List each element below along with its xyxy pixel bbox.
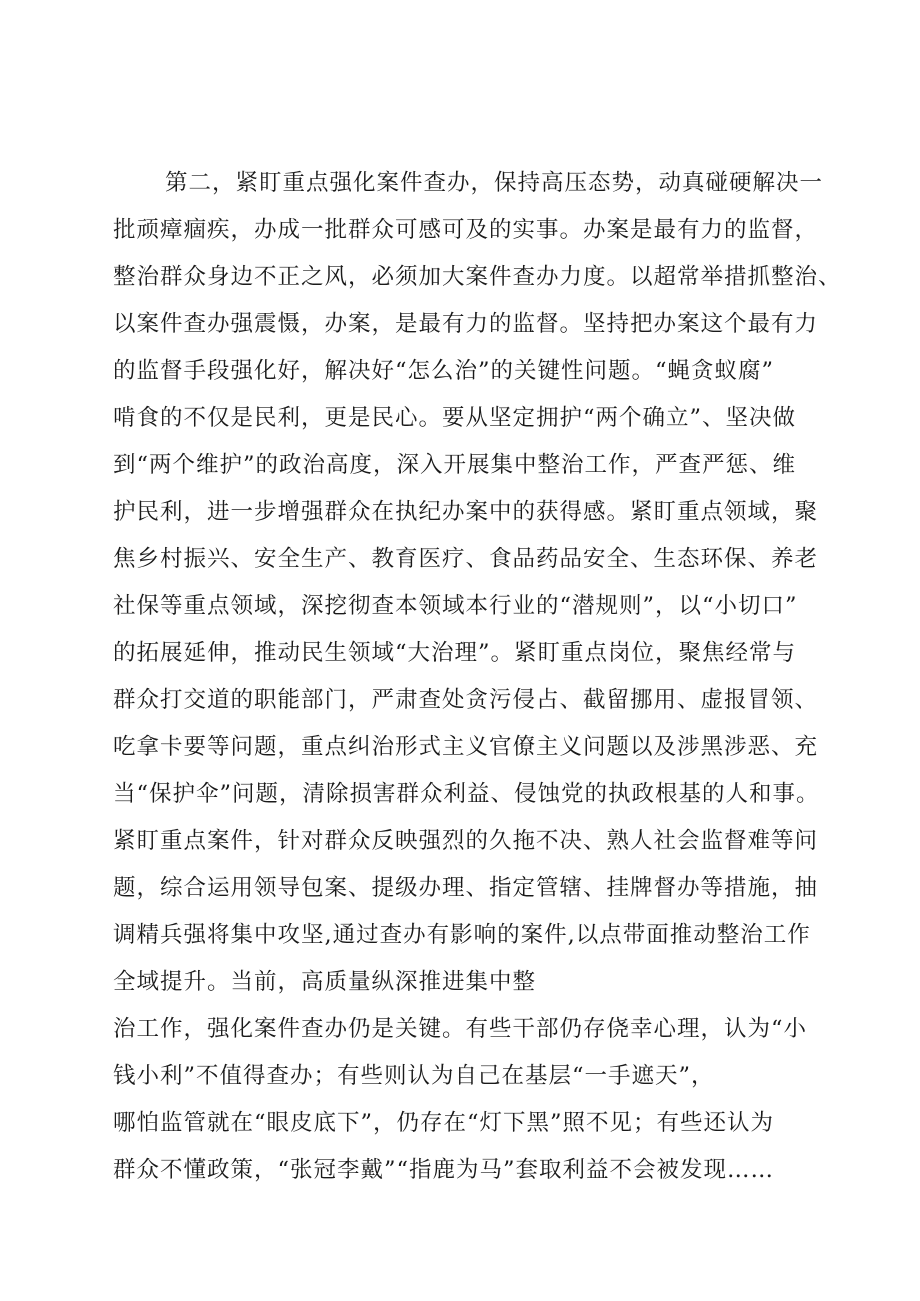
text-line: 紧盯重点案件，针对群众反映强烈的久拖不决、熟人社会监督难等问 [113,828,819,854]
text-line: 吃拿卡要等问题，重点纠治形式主义官僚主义问题以及涉黑涉恶、充 [113,734,819,760]
text-line: 题，综合运用领导包案、提级办理、指定管辖、挂牌督办等措施，抽 [113,875,819,901]
text-line: 的拓展延伸，推动民生领域“大治理”。紧盯重点岗位，聚焦经常与 [113,640,797,666]
text-line: 调精兵强将集中攻坚,通过查办有影响的案件,以点带面推动整治工作 [113,922,811,948]
text-line: 批顽瘴痼疾，办成一批群众可感可及的实事。办案是最有力的监督， [113,217,819,243]
text-line: 到“两个维护”的政治高度，深入开展集中整治工作，严查严惩、维 [113,452,797,478]
text-line: 社保等重点领域，深挖彻查本领域本行业的“潜规则”，以“小切口” [113,593,798,619]
text-line: 全域提升。当前，高质量纵深推进集中整 [113,969,537,995]
text-line: 护民利，进一步增强群众在执纪办案中的获得感。紧盯重点领域，聚 [113,499,819,525]
text-line: 当“保护伞”问题，清除损害群众利益、侵蚀党的执政根基的人和事。 [113,781,820,807]
text-line: 焦乡村振兴、安全生产、教育医疗、食品药品安全、生态环保、养老 [113,546,819,572]
text-line: 哪怕监管就在“眼皮底下”，仍存在“灯下黑”照不见；有些还认为 [113,1110,775,1136]
text-line: 治工作，强化案件查办仍是关键。有些干部仍存侥幸心理，认为“小 [113,1016,808,1042]
body-paragraph [113,160,842,1194]
text-line: 群众不懂政策，“张冠李戴”“指鹿为马”套取利益不会被发现…… [113,1157,775,1183]
text-line: 群众打交道的职能部门，严肃查处贪污侵占、截留挪用、虚报冒领、 [113,687,819,713]
text-line: 以案件查办强震慑，办案，是最有力的监督。坚持把办案这个最有力 [113,311,819,337]
text-line: 啃食的不仅是民利，更是民心。要从坚定拥护“两个确立”、坚决做 [113,405,797,431]
text-line: 钱小利”不值得查办；有些则认为自己在基层“一手遮天”， [113,1063,715,1089]
text-line: 整治群众身边不正之风，必须加大案件查办力度。以超常举措抓整治、 [113,264,842,290]
text-line: 的监督手段强化好，解决好“怎么治”的关键性问题。“蝇贪蚁腐” [113,358,775,384]
text-line: 第二，紧盯重点强化案件查办，保持高压态势，动真碰硬解决一 [165,170,824,196]
